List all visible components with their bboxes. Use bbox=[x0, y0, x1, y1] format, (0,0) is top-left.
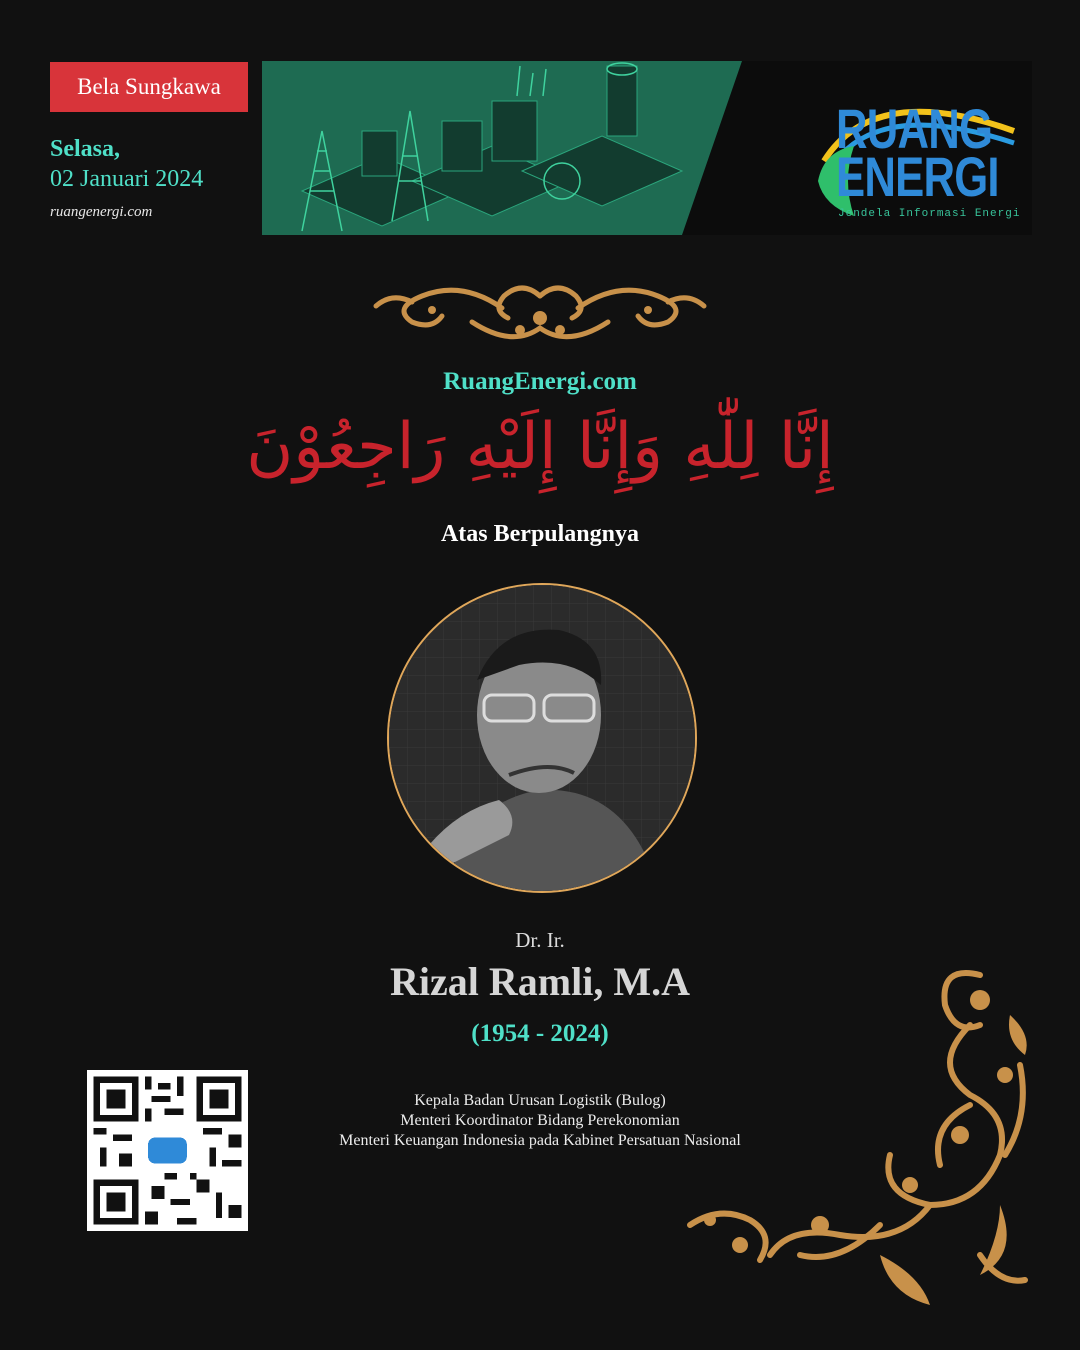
portrait-photo bbox=[387, 583, 697, 893]
subtitle: Atas Berpulangnya bbox=[440, 521, 640, 547]
logo-text-ruang: RUANG bbox=[836, 97, 993, 160]
academic-title: Dr. Ir. bbox=[515, 928, 565, 952]
date-label: 02 Januari 2024 bbox=[50, 166, 204, 192]
life-years: (1954 - 2024) bbox=[471, 1020, 609, 1047]
corner-ornament-icon bbox=[680, 955, 1040, 1315]
day-label: Selasa, bbox=[50, 136, 121, 162]
top-ornament-icon bbox=[372, 278, 708, 348]
role-item: Menteri Keuangan Indonesia pada Kabinet Persatuan Nasional bbox=[339, 1132, 741, 1149]
logo-tagline: Jendela Informasi Energi bbox=[838, 208, 1021, 220]
site-name: RuangEnergi.com bbox=[443, 368, 637, 395]
category-badge: Bela Sungkawa bbox=[50, 62, 248, 112]
person-silhouette-icon bbox=[389, 585, 695, 891]
qr-code-icon bbox=[87, 1070, 248, 1231]
role-item: Menteri Koordinator Bidang Perekonomian bbox=[400, 1112, 680, 1129]
header-banner bbox=[262, 61, 1032, 235]
site-url-small: ruangenergi.com bbox=[50, 204, 153, 220]
arabic-calligraphy: إِنَّا لِلّٰهِ وَإِنَّا إِلَيْهِ رَاجِعُوْنَ bbox=[246, 410, 834, 484]
qr-code[interactable] bbox=[87, 1070, 248, 1231]
logo-text-energi: ENERGI bbox=[836, 145, 999, 208]
deceased-name: Rizal Ramli, M.A bbox=[390, 959, 690, 1004]
ruang-energi-logo bbox=[814, 91, 1026, 231]
role-item: Kepala Badan Urusan Logistik (Bulog) bbox=[414, 1092, 666, 1109]
